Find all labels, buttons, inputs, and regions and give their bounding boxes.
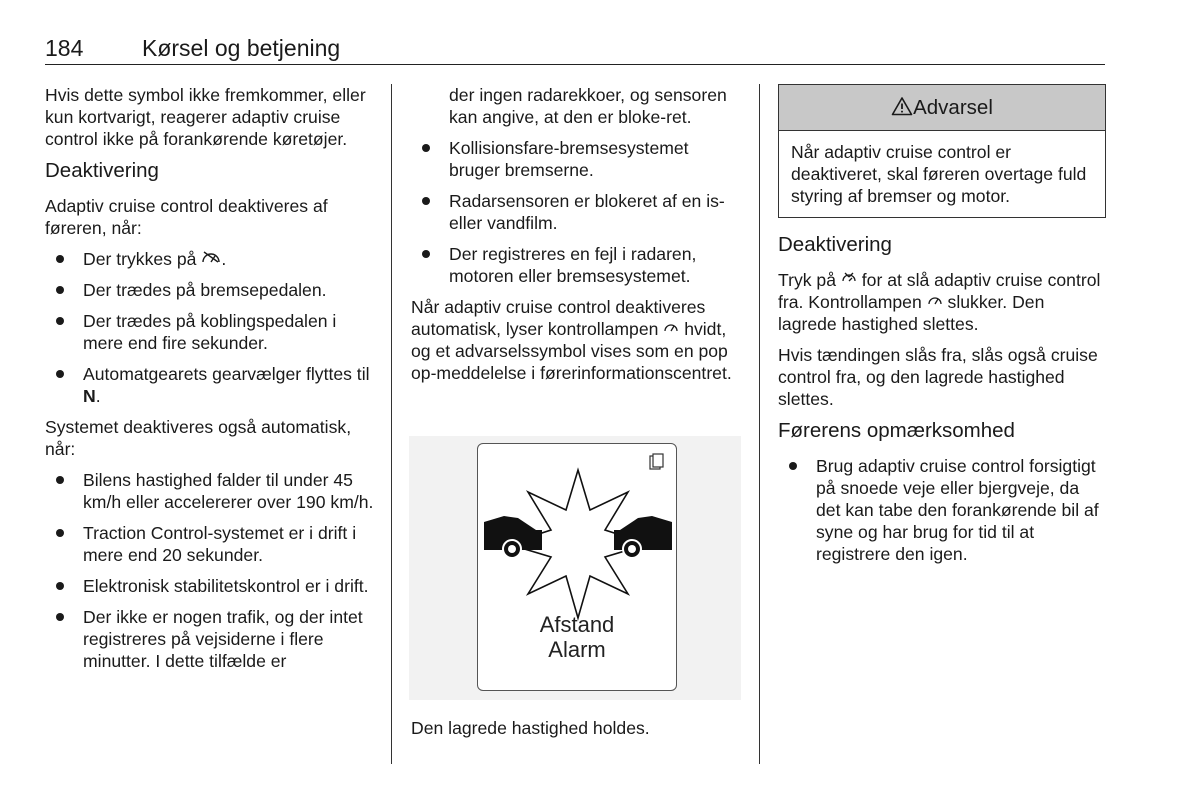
cruise-control-off-icon — [201, 250, 221, 264]
chapter-title: Kørsel og betjening — [142, 35, 341, 61]
warning-header — [779, 85, 1105, 131]
list-item: Brug adaptiv cruise control forsigtigt på snoede veje eller bjergveje, da det kan tabe den forankørende bil af syne og har brug for tid til at registrere den igen. — [778, 455, 1106, 565]
intro-paragraph: Hvis dette symbol ikke fremkommer, eller kun kortvarigt, reagerer adaptiv cruise control ikke på forankørende køretøjer. — [45, 85, 366, 149]
list-item: Automatgearets gearvælger flyttes til N. — [45, 363, 375, 407]
page-number: 184 — [45, 35, 84, 61]
page-icon — [650, 454, 663, 469]
column-divider-2 — [759, 84, 760, 764]
gear-position-n: N — [83, 386, 96, 406]
figure-label-line1: Afstand — [539, 612, 615, 637]
column-1 — [45, 84, 375, 681]
paragraph: Systemet deaktiveres også automatisk, når: — [45, 417, 352, 459]
column-divider-1 — [391, 84, 392, 764]
figure-caption: Den lagrede hastighed holdes. — [411, 718, 650, 738]
list-item: Der trædes på koblingspedalen i mere end fire sekunder. — [45, 310, 375, 354]
paragraph: Adaptiv cruise control deaktiveres af føreren, når: — [45, 196, 328, 238]
list-item: Der ikke er nogen trafik, og der intet registreres på vejsiderne i flere minutter. I dette tilfælde er — [45, 606, 375, 672]
continued-bullet-text: der ingen radarekkoer, og sensoren kan angive, at den er bloke-ret. — [449, 85, 727, 127]
paragraph: Hvis tændingen slås fra, slås også cruise control fra, og den lagrede hastighed slettes. — [778, 345, 1098, 409]
cruise-control-lamp-icon — [663, 320, 679, 334]
list-item: Kollisionsfare-bremsesystemet bruger bremserne. — [411, 137, 741, 181]
cruise-control-lamp-icon — [927, 293, 943, 307]
warning-text: Når adaptiv cruise control er deaktiveret, skal føreren overtage fuld styring af bremser og motor. — [791, 142, 1087, 206]
bullet-list — [45, 469, 375, 672]
list-item: Traction Control-systemet er i drift i mere end 20 sekunder. — [45, 522, 375, 566]
list-item: Radarsensoren er blokeret af en is- eller vandfilm. — [411, 190, 741, 234]
figure-label-line2: Alarm — [548, 637, 606, 662]
section-heading-deaktivering: Deaktivering — [45, 159, 159, 182]
list-item: Der trædes på bremsepedalen. — [45, 279, 375, 301]
list-item: Bilens hastighed falder til under 45 km/h eller accelererer over 190 km/h. — [45, 469, 375, 513]
bullet-list — [778, 455, 1106, 565]
distance-alarm-display — [477, 443, 677, 691]
right-car-icon — [614, 516, 672, 558]
list-item: Der registreres en fejl i radaren, motoren eller bremsesystemet. — [411, 243, 741, 287]
column-2 — [411, 84, 741, 393]
paragraph: Tryk på for at slå adaptiv cruise control fra. Kontrollampen slukker. Den lagrede hastighed slettes. — [778, 270, 1101, 334]
section-heading-opmaerksomhed: Førerens opmærksomhed — [778, 419, 1015, 442]
section-heading-deaktivering: Deaktivering — [778, 233, 892, 256]
bullet-list — [411, 137, 741, 287]
paragraph: Når adaptiv cruise control deaktiveres automatisk, lyser kontrollampen hvidt, og et advarselssymbol vises som en pop op-meddelelse i førerinformationscentret. — [411, 297, 732, 383]
warning-triangle-icon — [891, 96, 913, 116]
warning-box — [778, 84, 1106, 218]
cruise-control-button-icon — [841, 271, 857, 285]
warning-title: Advarsel — [913, 96, 993, 119]
bullet-list — [45, 248, 375, 407]
column-3 — [778, 230, 1106, 574]
page-header — [45, 35, 1105, 65]
list-item: Der trykkes på . — [45, 248, 375, 270]
list-item: Elektronisk stabilitetskontrol er i drift. — [45, 575, 375, 597]
